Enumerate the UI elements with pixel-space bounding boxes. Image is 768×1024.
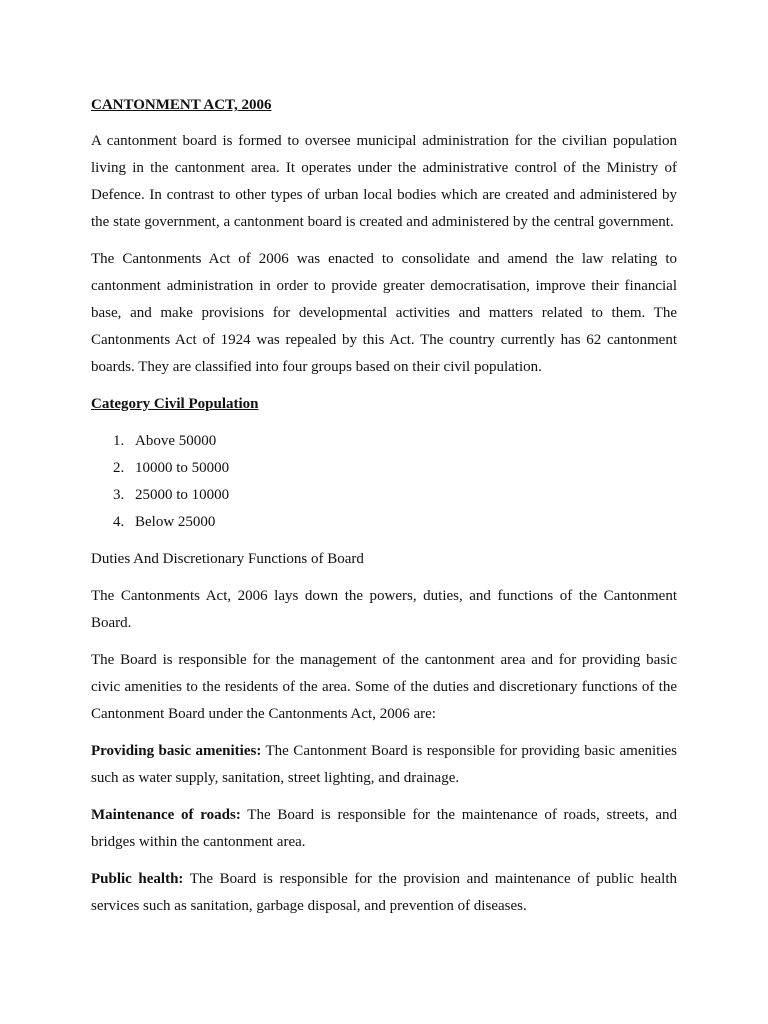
function-basic-amenities (91, 738, 677, 792)
category-heading: Category Civil Population (91, 396, 259, 412)
function-text: The Cantonment Board is responsible for providing basic amenities such as water supply, sanitation, street lighting, and drainage. (91, 743, 677, 786)
list-item-text: Above 50000 (135, 433, 217, 449)
list-item (91, 428, 677, 455)
function-maintenance-roads (91, 802, 677, 856)
intro-paragraph: A cantonment board is formed to oversee municipal administration for the civilian population living in the cantonment area. It operates under the administrative control of the Ministry of Defence. In contrast to other types of urban local bodies which are created and administered by the state government, a cantonment board is created and administered by the central government. (91, 133, 677, 230)
list-item-number: 3. (113, 487, 125, 503)
list-item-number: 4. (113, 514, 125, 530)
powers-paragraph: The Cantonments Act, 2006 lays down the powers, duties, and functions of the Cantonment Board. (91, 588, 677, 631)
function-text: The Board is responsible for the maintenance of roads, streets, and bridges within the cantonment area. (91, 807, 677, 850)
document-page (91, 92, 677, 930)
duties-heading: Duties And Discretionary Functions of Board (91, 551, 364, 567)
list-item-number: 1. (113, 433, 125, 449)
list-item-text: 25000 to 10000 (135, 487, 230, 503)
category-list (91, 428, 677, 536)
function-label: Public health: (91, 871, 184, 887)
list-item-text: 10000 to 50000 (135, 460, 230, 476)
function-label: Maintenance of roads: (91, 807, 241, 823)
function-text: The Board is responsible for the provision and maintenance of public health services such as sanitation, garbage disposal, and prevention of diseases. (91, 871, 677, 914)
function-public-health (91, 866, 677, 920)
list-item (91, 509, 677, 536)
list-item (91, 455, 677, 482)
list-item (91, 482, 677, 509)
act-paragraph: The Cantonments Act of 2006 was enacted to consolidate and amend the law relating to cantonment administration in order to provide greater democratisation, improve their financial base, and make provisions for developmental activities and matters related to them. The Cantonments Act of 1924 was repealed by this Act. The country currently has 62 cantonment boards. They are classified into four groups based on their civil population. (91, 251, 677, 375)
document-title: CANTONMENT ACT, 2006 (91, 97, 272, 113)
list-item-text: Below 25000 (135, 514, 216, 530)
responsibility-paragraph: The Board is responsible for the management of the cantonment area and for providing basic civic amenities to the residents of the area. Some of the duties and discretionary functions of the Cantonment Board under the Cantonments Act, 2006 are: (91, 652, 677, 722)
list-item-number: 2. (113, 460, 125, 476)
function-label: Providing basic amenities: (91, 743, 262, 759)
